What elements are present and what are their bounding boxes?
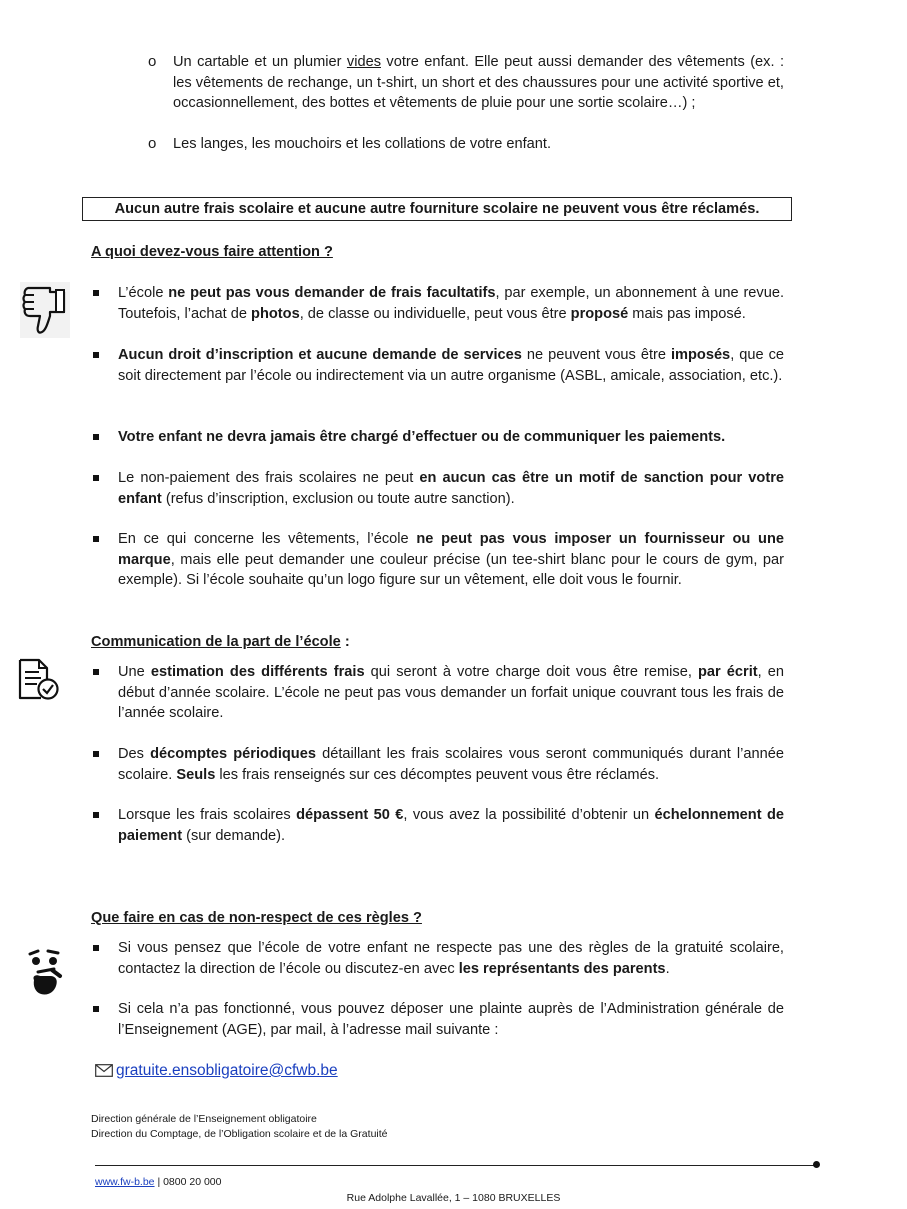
thumbs-down-icon	[20, 282, 70, 345]
bullet-square	[93, 1006, 99, 1012]
list-item-text: votre enfant. Elle peut aussi demander des vêtements (ex. : les vêtements de rechange, un t-shirt, un short et des chaussures pour une activité sportive et, occasionnellement, des bottes et vêtements de pluie pour une sortie scolaire…) ;	[173, 54, 784, 112]
section-heading: A quoi devez-vous faire attention ?	[91, 244, 333, 260]
footer-contact	[95, 1175, 222, 1189]
list-item-underlined: vides	[346, 54, 381, 70]
email-line	[95, 1061, 338, 1084]
list-bullet: o	[148, 135, 157, 152]
thinking-face-icon	[26, 946, 66, 1005]
document-check-icon	[17, 658, 61, 709]
list-item: En ce qui concerne les vêtements, l’école ne peut pas vous imposer un fournisseur ou une marque, mais elle peut demander une couleur précise (un tee-shirt blanc pour le cours de gym, par exemple). Si l’école souhaite qu’un logo figure sur un vêtement, elle doit vous le fournir.	[118, 531, 784, 589]
list-item-text: Un cartable et un plumier	[173, 54, 347, 70]
bullet-square	[93, 812, 99, 818]
email-link[interactable]: gratuite.ensobligatoire@cfwb.be	[116, 1062, 338, 1079]
bullet-square	[93, 751, 99, 757]
bullet-square	[93, 536, 99, 542]
list-item: Une estimation des différents frais qui seront à votre charge doit vous être remise, par écrit, en début d’année scolaire. L’école ne peut pas vous demander un forfait unique couvrant tous les frais de l’année scolaire.	[118, 664, 784, 722]
bullet-square	[93, 352, 99, 358]
section-heading: Que faire en cas de non-respect de ces règles ?	[91, 910, 422, 926]
footer-divider-dot	[813, 1161, 820, 1168]
footer-direction-line1: Direction générale de l’Enseignement obligatoire	[91, 1113, 317, 1125]
bullet-square	[93, 434, 99, 440]
bullet-square	[93, 290, 99, 296]
bullet-square	[93, 669, 99, 675]
list-item: Votre enfant ne devra jamais être chargé d’effectuer ou de communiquer les paiements.	[118, 429, 726, 445]
list-item: Des décomptes périodiques détaillant les frais scolaires vous seront communiqués durant l’année scolaire. Seuls les frais renseignés sur ces décomptes peuvent vous être réclamés.	[118, 746, 784, 783]
envelope-icon	[95, 1063, 113, 1084]
list-item	[173, 52, 784, 114]
notice-box: Aucun autre frais scolaire et aucune autre fourniture scolaire ne peuvent vous être réclamés.	[82, 197, 792, 221]
footer-divider	[95, 1165, 815, 1166]
list-bullet: o	[148, 53, 157, 70]
list-item: Si cela n’a pas fonctionné, vous pouvez déposer une plainte auprès de l’Administration générale de l’Enseignement (AGE), par mail, à l’adresse mail suivante :	[118, 1001, 784, 1038]
list-item: Si vous pensez que l’école de votre enfant ne respecte pas une des règles de la gratuité scolaire, contactez la direction de l’école ou discutez-en avec les représentants des parents.	[118, 940, 784, 977]
section-heading: Communication de la part de l’école :	[91, 634, 350, 650]
website-link[interactable]: www.fw-b.be	[95, 1176, 155, 1188]
list-item: Le non-paiement des frais scolaires ne peut en aucun cas être un motif de sanction pour votre enfant (refus d’inscription, exclusion ou toute autre sanction).	[118, 470, 784, 507]
footer-direction-line2: Direction du Comptage, de l’Obligation scolaire et de la Gratuité	[91, 1128, 388, 1140]
list-item: Aucun droit d’inscription et aucune demande de services ne peuvent vous être imposés, que ce soit directement par l’école ou indirectement via un autre organisme (ASBL, amicale, association, etc.).	[118, 347, 784, 384]
list-item: Lorsque les frais scolaires dépassent 50 €, vous avez la possibilité d’obtenir un échelonnement de paiement (sur demande).	[118, 807, 784, 844]
bullet-square	[93, 475, 99, 481]
footer-phone: 0800 20 000	[163, 1176, 222, 1188]
list-item: Les langes, les mouchoirs et les collations de votre enfant.	[173, 136, 552, 152]
bullet-square	[93, 945, 99, 951]
list-item: L’école ne peut pas vous demander de frais facultatifs, par exemple, un abonnement à une revue. Toutefois, l’achat de photos, de classe ou individuelle, peut vous être proposé mais pas imposé.	[118, 285, 785, 322]
footer-separator: |	[154, 1176, 164, 1188]
footer-address: Rue Adolphe Lavallée, 1 – 1080 BRUXELLES	[346, 1192, 561, 1204]
